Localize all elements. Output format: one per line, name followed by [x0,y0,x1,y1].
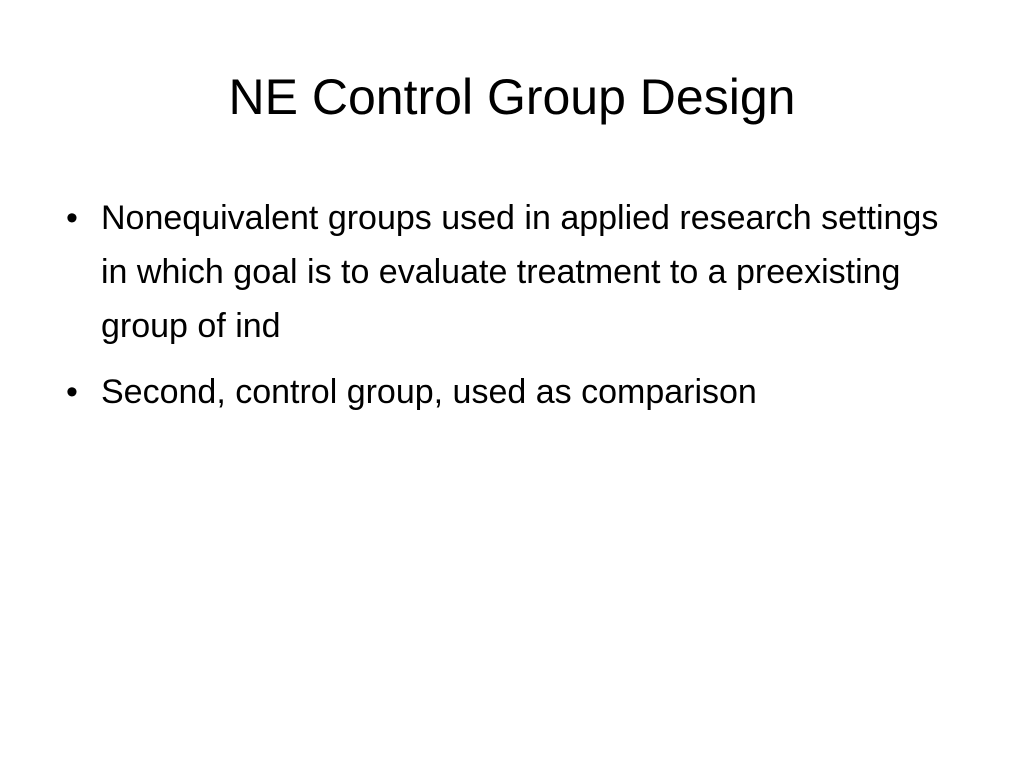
bullet-item [60,365,960,419]
bullet-text: Second, control group, used as comparison [101,373,757,411]
bullet-list [60,191,960,431]
bullet-dot-icon: • [66,373,78,411]
bullet-text: Nonequivalent groups used in applied research settings in which goal is to evaluate treatment to a preexisting group of ind [101,199,939,345]
slide-title: NE Control Group Design [228,69,796,125]
bullet-dot-icon: • [66,199,78,237]
bullet-item [60,191,960,353]
